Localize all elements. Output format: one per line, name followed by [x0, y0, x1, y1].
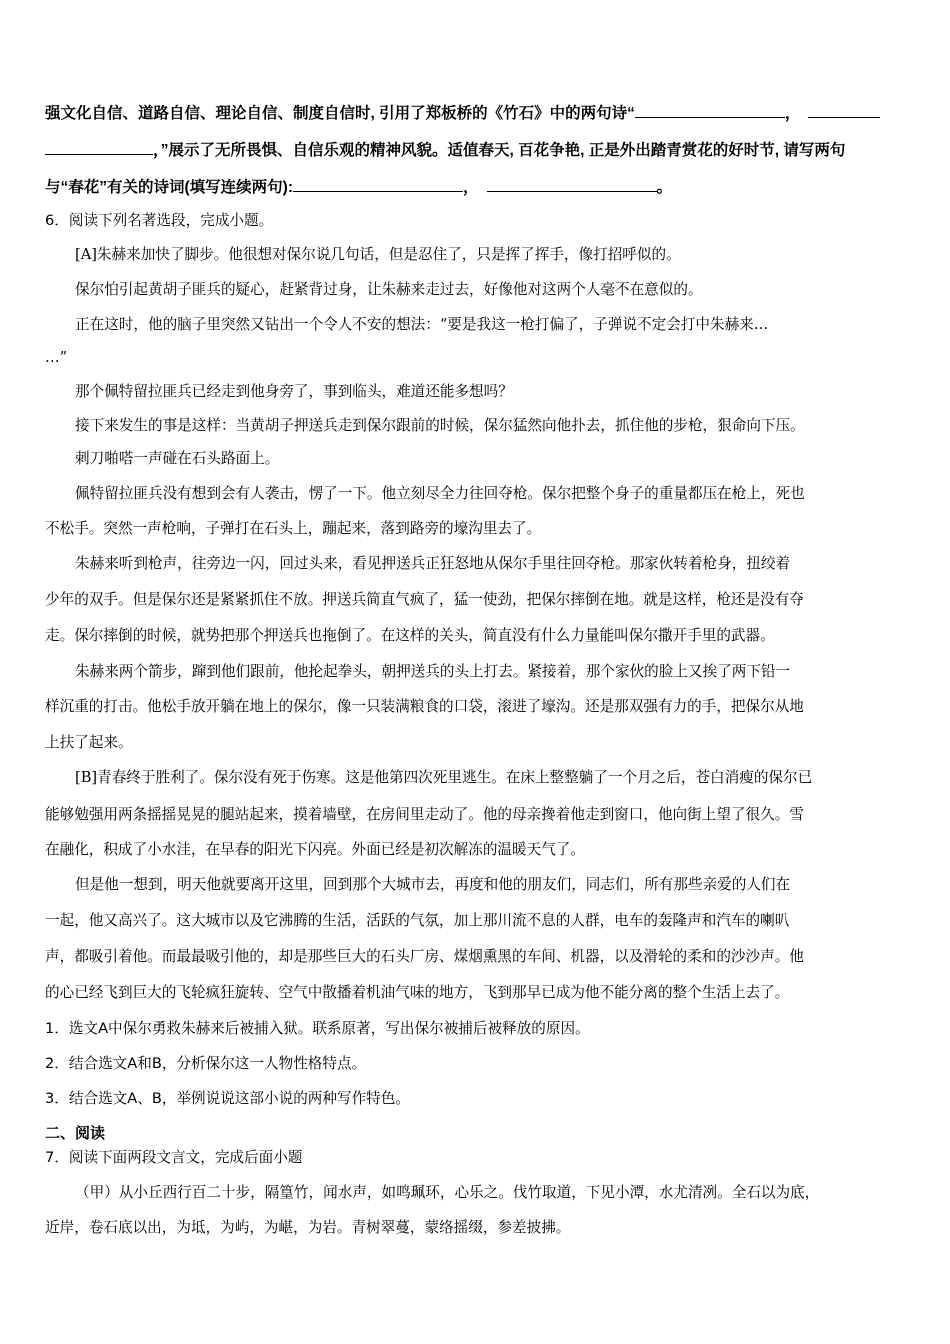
- passage-a-line: 上扶了起来。: [45, 734, 133, 751]
- passage-b-line: [B]青春终于胜利了。保尔没有死于伤寒。这是他第四次死里逃生。在床上整整躺了一个月之后，苍白消瘦的保尔已: [75, 769, 813, 786]
- question-6-1: 1．选文A中保尔勇救朱赫来后被捕入狱。联系原著，写出保尔被捕后被释放的原因。: [45, 1020, 590, 1037]
- passage-a-line: 少年的双手。但是保尔还是紧紧抓住不放。押送兵简直气疯了，猛一使劲，把保尔摔倒在地。就是这样，枪还是没有夺: [45, 591, 804, 608]
- intro-text-1: 强文化自信、道路自信、理论自信、制度自信时, 引用了郑板桥的《竹石》中的两句诗“: [45, 105, 635, 122]
- question-7-title: 7．阅读下面两段文言文，完成后面小题: [45, 1149, 303, 1166]
- intro-text-2: ，”展示了无所畏惧、自信乐观的精神风貌。适值春天, 百花争艳, 正是外出踏青赏花的好时节, 请写两句: [153, 142, 846, 159]
- passage-a-line: 那个佩特留拉匪兵已经走到他身旁了，事到临头，难道还能多想吗？: [75, 383, 513, 400]
- spring-flower-blank-2[interactable]: [487, 177, 657, 192]
- passage-b-line: 但是他一想到，明天他就要离开这里，回到那个大城市去，再度和他的朋友们，同志们，所有那些亲爱的人们在: [75, 876, 791, 893]
- intro-line-3: [45, 177, 672, 198]
- passage-a-line: 保尔怕引起黄胡子匪兵的疑心，赶紧背过身，让朱赫来走过去，好像他对这两个人毫不在意似的。: [75, 281, 703, 298]
- passage-b-line: 的心已经飞到巨大的飞轮疯狂旋转、空气中散播着机油气味的地方，飞到那早已成为他不能分离的整个生活上去了。: [45, 984, 790, 1001]
- passage-b-line: 能够勉强用两条摇摇晃晃的腿站起来，摸着墙壁，在房间里走动了。他的母亲搀着他走到窗口，他向街上望了很久。雪: [45, 806, 804, 823]
- passage-b-line: 在融化，积成了小水洼，在早春的阳光下闪亮。外面已经是初次解冻的温暖天气了。: [45, 841, 585, 858]
- passage-b-line: 一起，他又高兴了。这大城市以及它沸腾的生活，活跃的气氛，加上那川流不息的人群，电车的轰隆声和汽车的喇叭: [45, 912, 790, 929]
- intro-line-2: [45, 140, 845, 161]
- intro-line-1: [45, 103, 880, 124]
- passage-a-line: 样沉重的打击。他松手放开躺在地上的保尔，像一只装满粮食的口袋，滚进了壕沟。还是那双强有力的手，把保尔从地: [45, 698, 804, 715]
- passage-jia-line: 近岸，卷石底以出，为坻，为屿，为嵁，为岩。青树翠蔓，蒙络摇缀，参差披拂。: [45, 1219, 571, 1236]
- passage-a-line: …”: [45, 349, 68, 366]
- passage-a-line: [A]朱赫来加快了脚步。他很想对保尔说几句话，但是忍住了，只是挥了挥手，像打招呼似的。: [75, 246, 681, 263]
- poem-blank-2a[interactable]: [808, 103, 880, 118]
- passage-a-line: 正在这时，他的脑子里突然又钻出一个令人不安的想法：“要是我这一枪打偏了，子弹说不定会打中朱赫来…: [75, 316, 769, 333]
- separator: ，: [463, 179, 479, 196]
- passage-b-line: 声，都吸引着他。而最最吸引他的，却是那些巨大的石头厂房、煤烟熏黑的车间、机器，以及滑轮的柔和的沙沙声。他: [45, 948, 804, 965]
- intro-text-3: 与“春花”有关的诗词(填写连续两句):: [45, 179, 293, 196]
- question-6-3: 3．结合选文A、B，举例说说这部小说的两种写作特色。: [45, 1090, 410, 1107]
- passage-a-line: 朱赫来两个箭步，蹿到他们跟前，他抡起拳头，朝押送兵的头上打去。紧接着，那个家伙的脸上又挨了两下铅一: [75, 663, 791, 680]
- spring-flower-blank-1[interactable]: [293, 177, 463, 192]
- period: 。: [656, 179, 673, 196]
- passage-a-line: 刺刀啪嗒一声碰在石头路面上。: [75, 450, 280, 467]
- passage-a-line: 不松手。突然一声枪响，子弹打在石头上，蹦起来，落到路旁的壕沟里去了。: [45, 520, 542, 537]
- passage-a-line: 接下来发生的事是这样：当黄胡子押送兵走到保尔跟前的时候，保尔猛然向他扑去，抓住他的步枪，狠命向下压。: [75, 417, 805, 434]
- passage-jia-line: （甲）从小丘西行百二十步，隔篁竹，闻水声，如鸣珮环，心乐之。伐竹取道，下见小潭，水尤清冽。全石以为底，: [75, 1184, 820, 1201]
- separator: ，: [784, 105, 801, 122]
- passage-a-line: 朱赫来听到枪声，往旁边一闪，回过头来，看见押送兵正狂怒地从保尔手里往回夺枪。那家伙转着枪身，扭绞着: [75, 555, 791, 572]
- question-6-title: 6．阅读下列名著选段，完成小题。: [45, 212, 274, 229]
- poem-blank-2b[interactable]: [45, 140, 153, 155]
- question-6-2: 2．结合选文A和B，分析保尔这一人物性格特点。: [45, 1055, 367, 1072]
- section-2-heading: 二、阅读: [45, 1124, 106, 1142]
- passage-a-line: 走。保尔摔倒的时候，就势把那个押送兵也拖倒了。在这样的关头，简直没有什么力量能叫保尔撒开手里的武器。: [45, 627, 775, 644]
- passage-a-line: 佩特留拉匪兵没有想到会有人袭击，愣了一下。他立刻尽全力往回夺枪。保尔把整个身子的重量都压在枪上，死也: [75, 485, 805, 502]
- poem-blank-1[interactable]: [635, 103, 785, 118]
